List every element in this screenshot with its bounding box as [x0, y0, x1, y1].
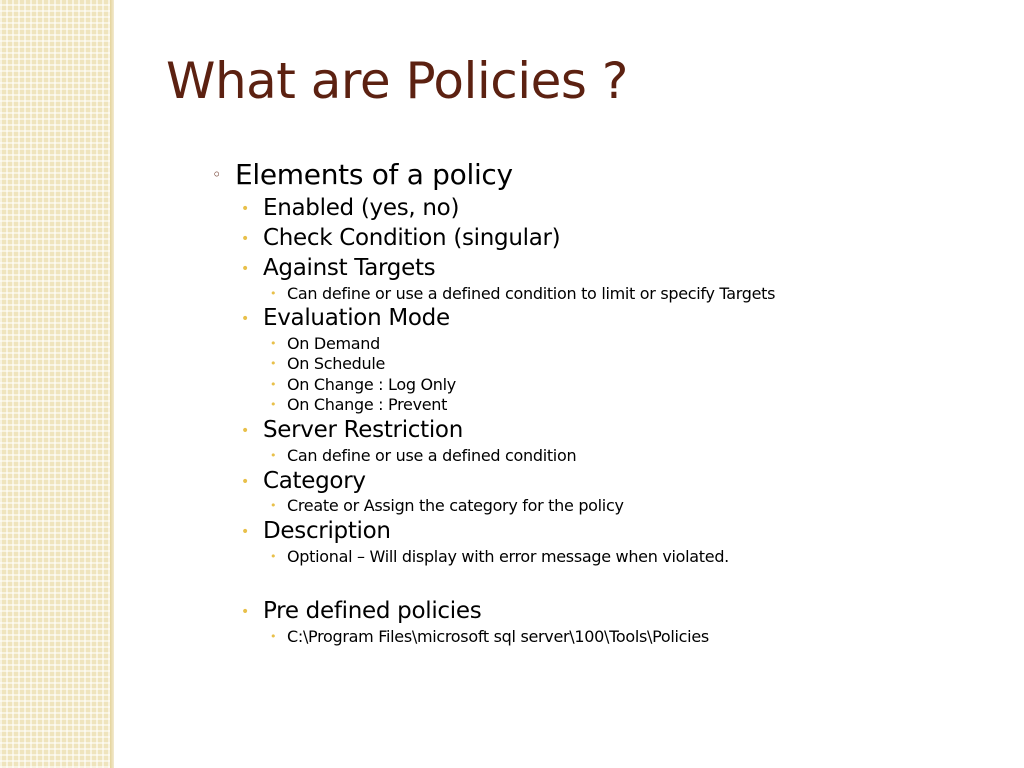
bullet-marker-icon: • [241, 524, 250, 540]
slide-title: What are Policies ? [166, 52, 628, 110]
bullet-marker-icon: • [241, 261, 250, 277]
bullet-item-6: Evaluation Mode [263, 305, 450, 331]
bullet-item-18: C:\Program Files\microsoft sql server\100\Tools\Policies [287, 627, 709, 646]
bullet-marker-icon: ◦ [212, 165, 222, 184]
bullet-item-2: Enabled (yes, no) [263, 195, 460, 221]
bullet-marker-icon: • [241, 604, 250, 620]
bullet-marker-icon: • [270, 550, 277, 563]
side-panel-edge [110, 0, 114, 768]
bullet-marker-icon: • [270, 499, 277, 512]
bullet-item-11: Server Restriction [263, 417, 463, 443]
bullet-marker-icon: • [241, 423, 250, 439]
bullet-item-17: Pre defined policies [263, 598, 482, 624]
bullet-item-4: Against Targets [263, 255, 436, 281]
bullet-item-1: Elements of a policy [235, 158, 513, 191]
bullet-item-14: Create or Assign the category for the policy [287, 496, 624, 515]
bullet-item-15: Description [263, 518, 391, 544]
bullet-item-12: Can define or use a defined condition [287, 446, 577, 465]
bullet-marker-icon: • [241, 201, 250, 217]
bullet-marker-icon: • [241, 474, 250, 490]
bullet-marker-icon: • [241, 231, 250, 247]
decorative-side-panel [0, 0, 110, 768]
bullet-item-13: Category [263, 468, 366, 494]
bullet-item-7: On Demand [287, 334, 380, 353]
bullet-item-5: Can define or use a defined condition to limit or specify Targets [287, 284, 776, 303]
bullet-marker-icon: • [270, 398, 277, 411]
bullet-marker-icon: • [270, 287, 277, 300]
bullet-marker-icon: • [270, 630, 277, 643]
bullet-item-16: Optional – Will display with error message when violated. [287, 547, 729, 566]
bullet-item-9: On Change : Log Only [287, 375, 456, 394]
bullet-marker-icon: • [270, 378, 277, 391]
bullet-marker-icon: • [241, 311, 250, 327]
bullet-item-10: On Change : Prevent [287, 395, 448, 414]
bullet-marker-icon: • [270, 357, 277, 370]
bullet-marker-icon: • [270, 337, 277, 350]
bullet-item-3: Check Condition (singular) [263, 225, 561, 251]
bullet-item-8: On Schedule [287, 354, 386, 373]
bullet-marker-icon: • [270, 449, 277, 462]
